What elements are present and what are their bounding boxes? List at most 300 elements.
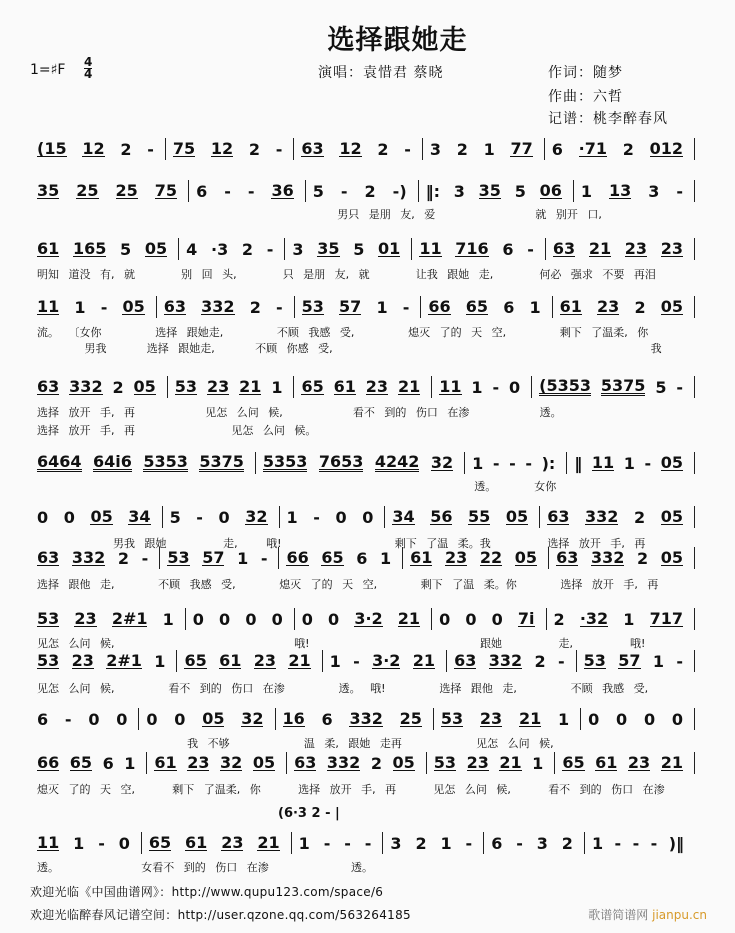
note-group: 3·2	[354, 609, 383, 628]
note-group: 2	[622, 139, 634, 159]
note-group: 1	[557, 709, 570, 729]
lyric-segment: 不顾 我感 受,	[158, 578, 236, 591]
note-group: 05	[392, 753, 415, 772]
lyric-segment	[176, 478, 322, 494]
note-group: 21	[397, 377, 421, 396]
note-group: -	[224, 181, 231, 201]
note-group: 61	[219, 651, 242, 670]
note-group: 16	[282, 709, 305, 728]
note-group: 23	[365, 377, 389, 396]
note-group: 332	[326, 753, 361, 772]
note-group: 57	[202, 548, 225, 567]
measure	[434, 708, 581, 730]
measure	[189, 180, 306, 202]
note-group: 23	[479, 709, 503, 728]
measure	[287, 752, 427, 774]
note-group: 64i6	[92, 452, 132, 471]
note-group: 05	[660, 297, 683, 316]
lyric-segment: 就 别开 口,	[535, 208, 602, 221]
note-group: -	[492, 453, 500, 473]
measure	[447, 650, 577, 672]
note-group: -	[275, 139, 283, 159]
note-group: 332	[590, 548, 625, 567]
measure	[30, 832, 142, 854]
lyric-segment: 不顾 你感 受,	[255, 342, 333, 355]
measure	[163, 506, 280, 528]
note-group: -	[614, 833, 622, 853]
measure	[139, 708, 275, 730]
lyric-segment: 看不 到的 伤口 在渗	[352, 406, 470, 419]
note-group: 0	[219, 609, 231, 629]
note-group: 05	[660, 507, 683, 526]
note-group: 332	[71, 548, 106, 567]
note-group: 6	[196, 181, 208, 201]
lyrics-line	[30, 576, 695, 592]
time-signature	[84, 57, 92, 80]
score-system	[30, 138, 695, 160]
watermark-en: jianpu.cn	[652, 908, 707, 922]
lyric-segment: 哦!	[227, 637, 310, 650]
note-group: 57	[618, 651, 641, 670]
note-group: -	[492, 377, 500, 397]
note-group: 05	[514, 548, 538, 567]
score-system	[30, 296, 695, 318]
note-group: 3	[390, 833, 402, 853]
measure	[385, 506, 540, 528]
lyric-segment: 见怎 么问 候。	[231, 424, 317, 437]
measure	[532, 376, 695, 398]
note-group: 01	[378, 239, 401, 258]
note-group: 61	[154, 753, 177, 772]
measure	[280, 506, 386, 528]
note-group: 13	[608, 181, 632, 200]
note-group: 6464	[37, 452, 82, 471]
measure	[412, 238, 546, 260]
note-group: 6	[503, 297, 515, 317]
measure	[157, 296, 295, 318]
note-group: 4	[186, 239, 198, 259]
note-group: 0	[218, 507, 230, 527]
note-group: 11	[37, 297, 60, 316]
note-group: 1	[271, 377, 283, 397]
note-group: 21	[288, 651, 311, 670]
note-group: -	[557, 651, 565, 671]
note-group: 21	[499, 753, 522, 772]
note-group: 0	[118, 833, 130, 853]
note-group: 21	[239, 377, 262, 396]
note-group: 0	[328, 609, 340, 629]
note-group: 012	[649, 139, 683, 158]
note-group: 12	[82, 139, 105, 158]
note-group: 12	[339, 139, 362, 158]
note-group: 35	[37, 181, 60, 200]
lyric-segment: 选择 放开 手, 再	[560, 578, 659, 591]
measure	[179, 238, 285, 260]
measure	[285, 238, 412, 260]
note-group: -	[323, 833, 331, 853]
lyric-segment	[30, 478, 176, 494]
note-group: 1	[124, 753, 136, 773]
note-group: (15	[37, 139, 67, 158]
note-group: 5	[312, 181, 324, 201]
measure	[30, 296, 157, 318]
lyric-segment: 女看不 到的 伤口 在渗	[141, 861, 269, 874]
note-group: 6	[37, 709, 49, 729]
note-group: 61	[185, 833, 208, 852]
note-group: 05	[133, 377, 156, 396]
note-group: 61	[595, 753, 618, 772]
note-group: -	[340, 181, 348, 201]
note-group: 5	[169, 507, 181, 527]
note-group: 23	[660, 239, 683, 258]
note-group: 21	[397, 609, 421, 628]
note-group: -	[465, 833, 473, 853]
note-group: -	[516, 833, 523, 853]
measure	[30, 376, 168, 398]
measure	[292, 832, 384, 854]
note-group: 32	[241, 709, 264, 728]
note-group: 66	[37, 753, 60, 772]
note-group: 55	[468, 507, 491, 526]
note-group: -	[100, 297, 108, 317]
lyric-segment: 透。	[539, 406, 562, 419]
note-group: 1	[623, 609, 635, 629]
note-group: 6	[102, 753, 114, 773]
measure	[295, 296, 422, 318]
lyric-segment	[30, 735, 104, 751]
note-group: 0	[465, 609, 477, 629]
note-group: 21	[518, 709, 542, 728]
note-group: 77	[510, 139, 533, 158]
note-group: -	[147, 139, 154, 159]
lyric-segment: 选择 跟她走,	[155, 326, 224, 339]
note-group: 23	[74, 609, 97, 628]
lyric-segment: 透。 哦!	[338, 682, 386, 695]
lyric-segment: 见怎 么问 候,	[37, 637, 115, 650]
measure	[30, 547, 160, 569]
note-group: -	[632, 833, 640, 853]
note-group: 23	[221, 833, 244, 852]
footer-line-1: 欢迎光临《中国曲谱网》：http://www.qupu123.com/space/6	[30, 885, 384, 899]
note-group: 63	[37, 548, 60, 567]
measure	[168, 376, 295, 398]
score-system	[30, 506, 695, 528]
note-group: 05	[122, 297, 145, 316]
note-group: -	[402, 297, 410, 317]
note-group: 1	[298, 833, 310, 853]
note-group: 32	[245, 507, 268, 526]
lyric-segment: 透。	[37, 861, 59, 874]
note-group: 0	[335, 507, 347, 527]
note-group: 1	[154, 651, 166, 671]
note-group: 1	[237, 548, 249, 568]
note-group: 3·2	[372, 651, 401, 670]
note-group: -	[344, 833, 351, 853]
note-group: 1	[376, 297, 388, 317]
score-system	[30, 708, 695, 730]
lyric-segment: 男只 是朋 友, 爱	[337, 208, 436, 221]
measure	[581, 708, 695, 730]
lyric-segment: 跟她	[366, 637, 502, 650]
note-group: 1	[74, 297, 86, 317]
lyric-segment: 温 柔, 跟她 走再	[303, 737, 402, 750]
note-group: 1	[483, 139, 495, 159]
score-system	[30, 832, 695, 854]
note-group: 5	[120, 239, 132, 259]
score-system	[30, 752, 695, 774]
lyric-segment: 我 不够	[111, 737, 230, 750]
measure	[549, 547, 695, 569]
lyric-segment: 透。 女你	[474, 480, 557, 493]
measure	[30, 650, 177, 672]
note-group: 0	[362, 507, 374, 527]
note-group: -	[676, 181, 684, 201]
measure	[427, 752, 556, 774]
note-group: -	[64, 709, 72, 729]
note-group: 61	[410, 548, 433, 567]
measure	[423, 138, 545, 160]
lyric-segment	[30, 206, 130, 222]
lyric-segment: 走, 哦!	[558, 637, 646, 650]
note-group: 1	[623, 453, 635, 473]
measure	[256, 452, 465, 474]
note-group: 05	[144, 239, 168, 258]
note-group: 0	[116, 709, 128, 729]
note-group: 05	[202, 709, 225, 728]
note-group: 11	[419, 239, 442, 258]
note-group: 0	[616, 709, 628, 729]
measure	[540, 506, 695, 528]
note-group: 5353	[262, 452, 308, 471]
note-group: 0	[146, 709, 158, 729]
note-group: 3	[429, 139, 441, 159]
note-group: 32	[430, 453, 454, 472]
note-group: 34	[128, 507, 151, 526]
lyric-segment: 选择 放开 手, 再	[298, 783, 397, 796]
note-group: -	[527, 239, 534, 259]
note-group: -	[247, 181, 255, 201]
note-group: 3	[536, 833, 548, 853]
lyric-segment: 选择 放开 手, 再	[37, 424, 135, 437]
note-group: 1	[73, 833, 85, 853]
note-group: 2	[534, 651, 546, 671]
measure	[403, 547, 549, 569]
note-group: 2	[553, 609, 565, 629]
measure	[484, 832, 585, 854]
note-group: 0	[63, 507, 75, 527]
time-top: 4	[84, 55, 93, 69]
lyric-segment	[164, 635, 221, 651]
note-group: 21	[412, 651, 436, 670]
note-group: -	[509, 453, 516, 473]
measure	[574, 180, 695, 202]
note-group: 65	[148, 833, 172, 852]
note-group: 23	[445, 548, 468, 567]
measure	[30, 608, 186, 630]
singers: 演唱：袁惜君 蔡晓	[318, 65, 444, 81]
note-group: 717	[649, 609, 683, 628]
note-group: 2	[415, 833, 427, 853]
note-group: 23	[187, 753, 210, 772]
lyric-segment	[130, 206, 230, 222]
note-group: 2	[634, 297, 646, 317]
lyric-segment: 走, 哦!	[223, 537, 282, 550]
note-group: 63	[552, 239, 576, 258]
lyric-segment: 选择 跟他 走,	[439, 682, 517, 695]
note-group: 65	[69, 753, 93, 772]
note-group: 23	[253, 651, 276, 670]
measure	[294, 138, 423, 160]
note-group: -	[98, 833, 105, 853]
lyric-segment	[621, 735, 695, 751]
note-group: 65	[562, 753, 585, 772]
note-group: 332	[585, 507, 619, 526]
lyric-segment: 选择 跟她走,	[146, 342, 215, 355]
note-group: 6	[491, 833, 503, 853]
lyrics-line	[30, 781, 695, 797]
note-group: 2	[561, 833, 573, 853]
watermark-cn: 歌谱简谱网	[588, 908, 649, 922]
note-group: 21	[660, 753, 683, 772]
composer: 作曲：六哲	[548, 89, 623, 105]
note-group: 2	[370, 753, 382, 773]
lyric-segment	[613, 859, 695, 875]
measure	[295, 608, 432, 630]
note-group: 2	[634, 507, 646, 527]
note-group: 3	[648, 181, 660, 201]
note-group: 05	[505, 507, 529, 526]
lyrics-line	[30, 206, 695, 222]
measure	[432, 608, 546, 630]
measure	[547, 608, 695, 630]
note-group: 1	[329, 651, 341, 671]
note-group: 2	[117, 548, 130, 568]
note-group: 2	[248, 139, 260, 159]
lyric-segment: 见怎 么问 候,	[205, 406, 283, 419]
note-group: 61	[333, 377, 356, 396]
note-group: 0	[192, 609, 204, 629]
note-group: (5353	[539, 376, 591, 395]
note-group: 7i	[517, 609, 535, 628]
note-group: 6	[551, 139, 563, 159]
note-group: 61	[559, 297, 582, 316]
measure	[147, 752, 287, 774]
measure	[186, 608, 295, 630]
lyric-segment: 让我 跟她 走,	[415, 268, 494, 281]
note-group: 25	[399, 709, 422, 728]
lyric-segment: 剩下 了温柔, 你	[172, 783, 261, 796]
measure	[30, 752, 147, 774]
note-group: -	[644, 453, 652, 473]
note-group: 65	[321, 548, 344, 567]
note-group: 65	[465, 297, 489, 316]
note-group: 6	[502, 239, 514, 259]
note-group: ):	[541, 453, 556, 473]
lyric-segment	[230, 206, 330, 222]
note-group: 05	[660, 548, 683, 567]
note-group: 2	[241, 239, 254, 259]
lyrics-line	[30, 340, 695, 356]
note-group: -	[650, 833, 658, 853]
measure	[142, 832, 292, 854]
note-group: 63	[37, 377, 60, 396]
note-group: 53	[583, 651, 606, 670]
note-group: 332	[349, 709, 383, 728]
lyric-segment: 剩下 了温柔, 你	[559, 326, 649, 339]
note-group: 65	[301, 377, 324, 396]
lyric-segment: 熄灭 了的 天 空,	[279, 578, 378, 591]
note-group: 0	[439, 609, 451, 629]
measure	[160, 547, 279, 569]
note-group: 53	[301, 297, 324, 316]
note-group: 23	[71, 651, 94, 670]
note-group: -	[141, 548, 149, 568]
note-group: 75	[154, 181, 178, 200]
note-group: 4242	[374, 452, 420, 471]
lyric-segment: 何必 强求 不要 再泪	[539, 268, 656, 281]
note-group: 05	[660, 453, 683, 472]
note-group: 1	[379, 548, 392, 568]
score-system	[30, 238, 695, 260]
measure	[383, 832, 484, 854]
lyric-segment	[625, 404, 695, 420]
note-group: -	[364, 833, 372, 853]
note-group: 2	[377, 139, 389, 159]
note-group: 1	[440, 833, 452, 853]
note-group: 63	[163, 297, 187, 316]
measure	[432, 376, 532, 398]
lyrics-line	[30, 324, 695, 340]
note-group: 11	[37, 833, 60, 852]
lyric-segment: 别 回 头,	[181, 268, 237, 281]
key-signature: 1=♯F	[30, 62, 66, 78]
note-group: 6	[356, 548, 368, 568]
lyric-segment	[366, 340, 406, 356]
interlude-line: (6·3 2 - |	[278, 806, 340, 821]
note-group: 5353	[143, 452, 188, 471]
measure	[166, 138, 295, 160]
note-group: 3	[292, 239, 304, 259]
note-group: 2	[364, 181, 376, 201]
note-group: 06	[539, 181, 562, 200]
note-group: ·32	[579, 609, 609, 628]
lyrics-line	[30, 266, 695, 282]
note-group: 66	[286, 548, 309, 567]
note-group: 2	[456, 139, 468, 159]
lyric-segment: 剩下 了温 柔。你	[420, 578, 517, 591]
measure	[567, 452, 695, 474]
lyrics-line	[30, 404, 695, 420]
note-group: 1	[472, 453, 484, 473]
lyric-segment: 见怎 么问 候,	[433, 783, 511, 796]
score-system	[30, 452, 695, 474]
note-group: 0	[37, 507, 49, 527]
lyrics-line	[30, 478, 695, 494]
note-group: 23	[597, 297, 620, 316]
note-group: 165	[72, 239, 107, 258]
note-group: 23	[466, 753, 489, 772]
note-group: -	[260, 548, 268, 568]
note-group: 332	[201, 297, 235, 316]
lyric-segment: 只 是朋 友, 就	[282, 268, 370, 281]
lyric-segment: 看不 到的 伤口 在渗	[548, 783, 665, 796]
note-group: 1	[580, 181, 592, 201]
note-group: 0	[88, 709, 100, 729]
note-group: 11	[591, 453, 615, 472]
note-group: 22	[479, 548, 503, 567]
note-group: 63	[556, 548, 579, 567]
measure	[585, 832, 695, 854]
